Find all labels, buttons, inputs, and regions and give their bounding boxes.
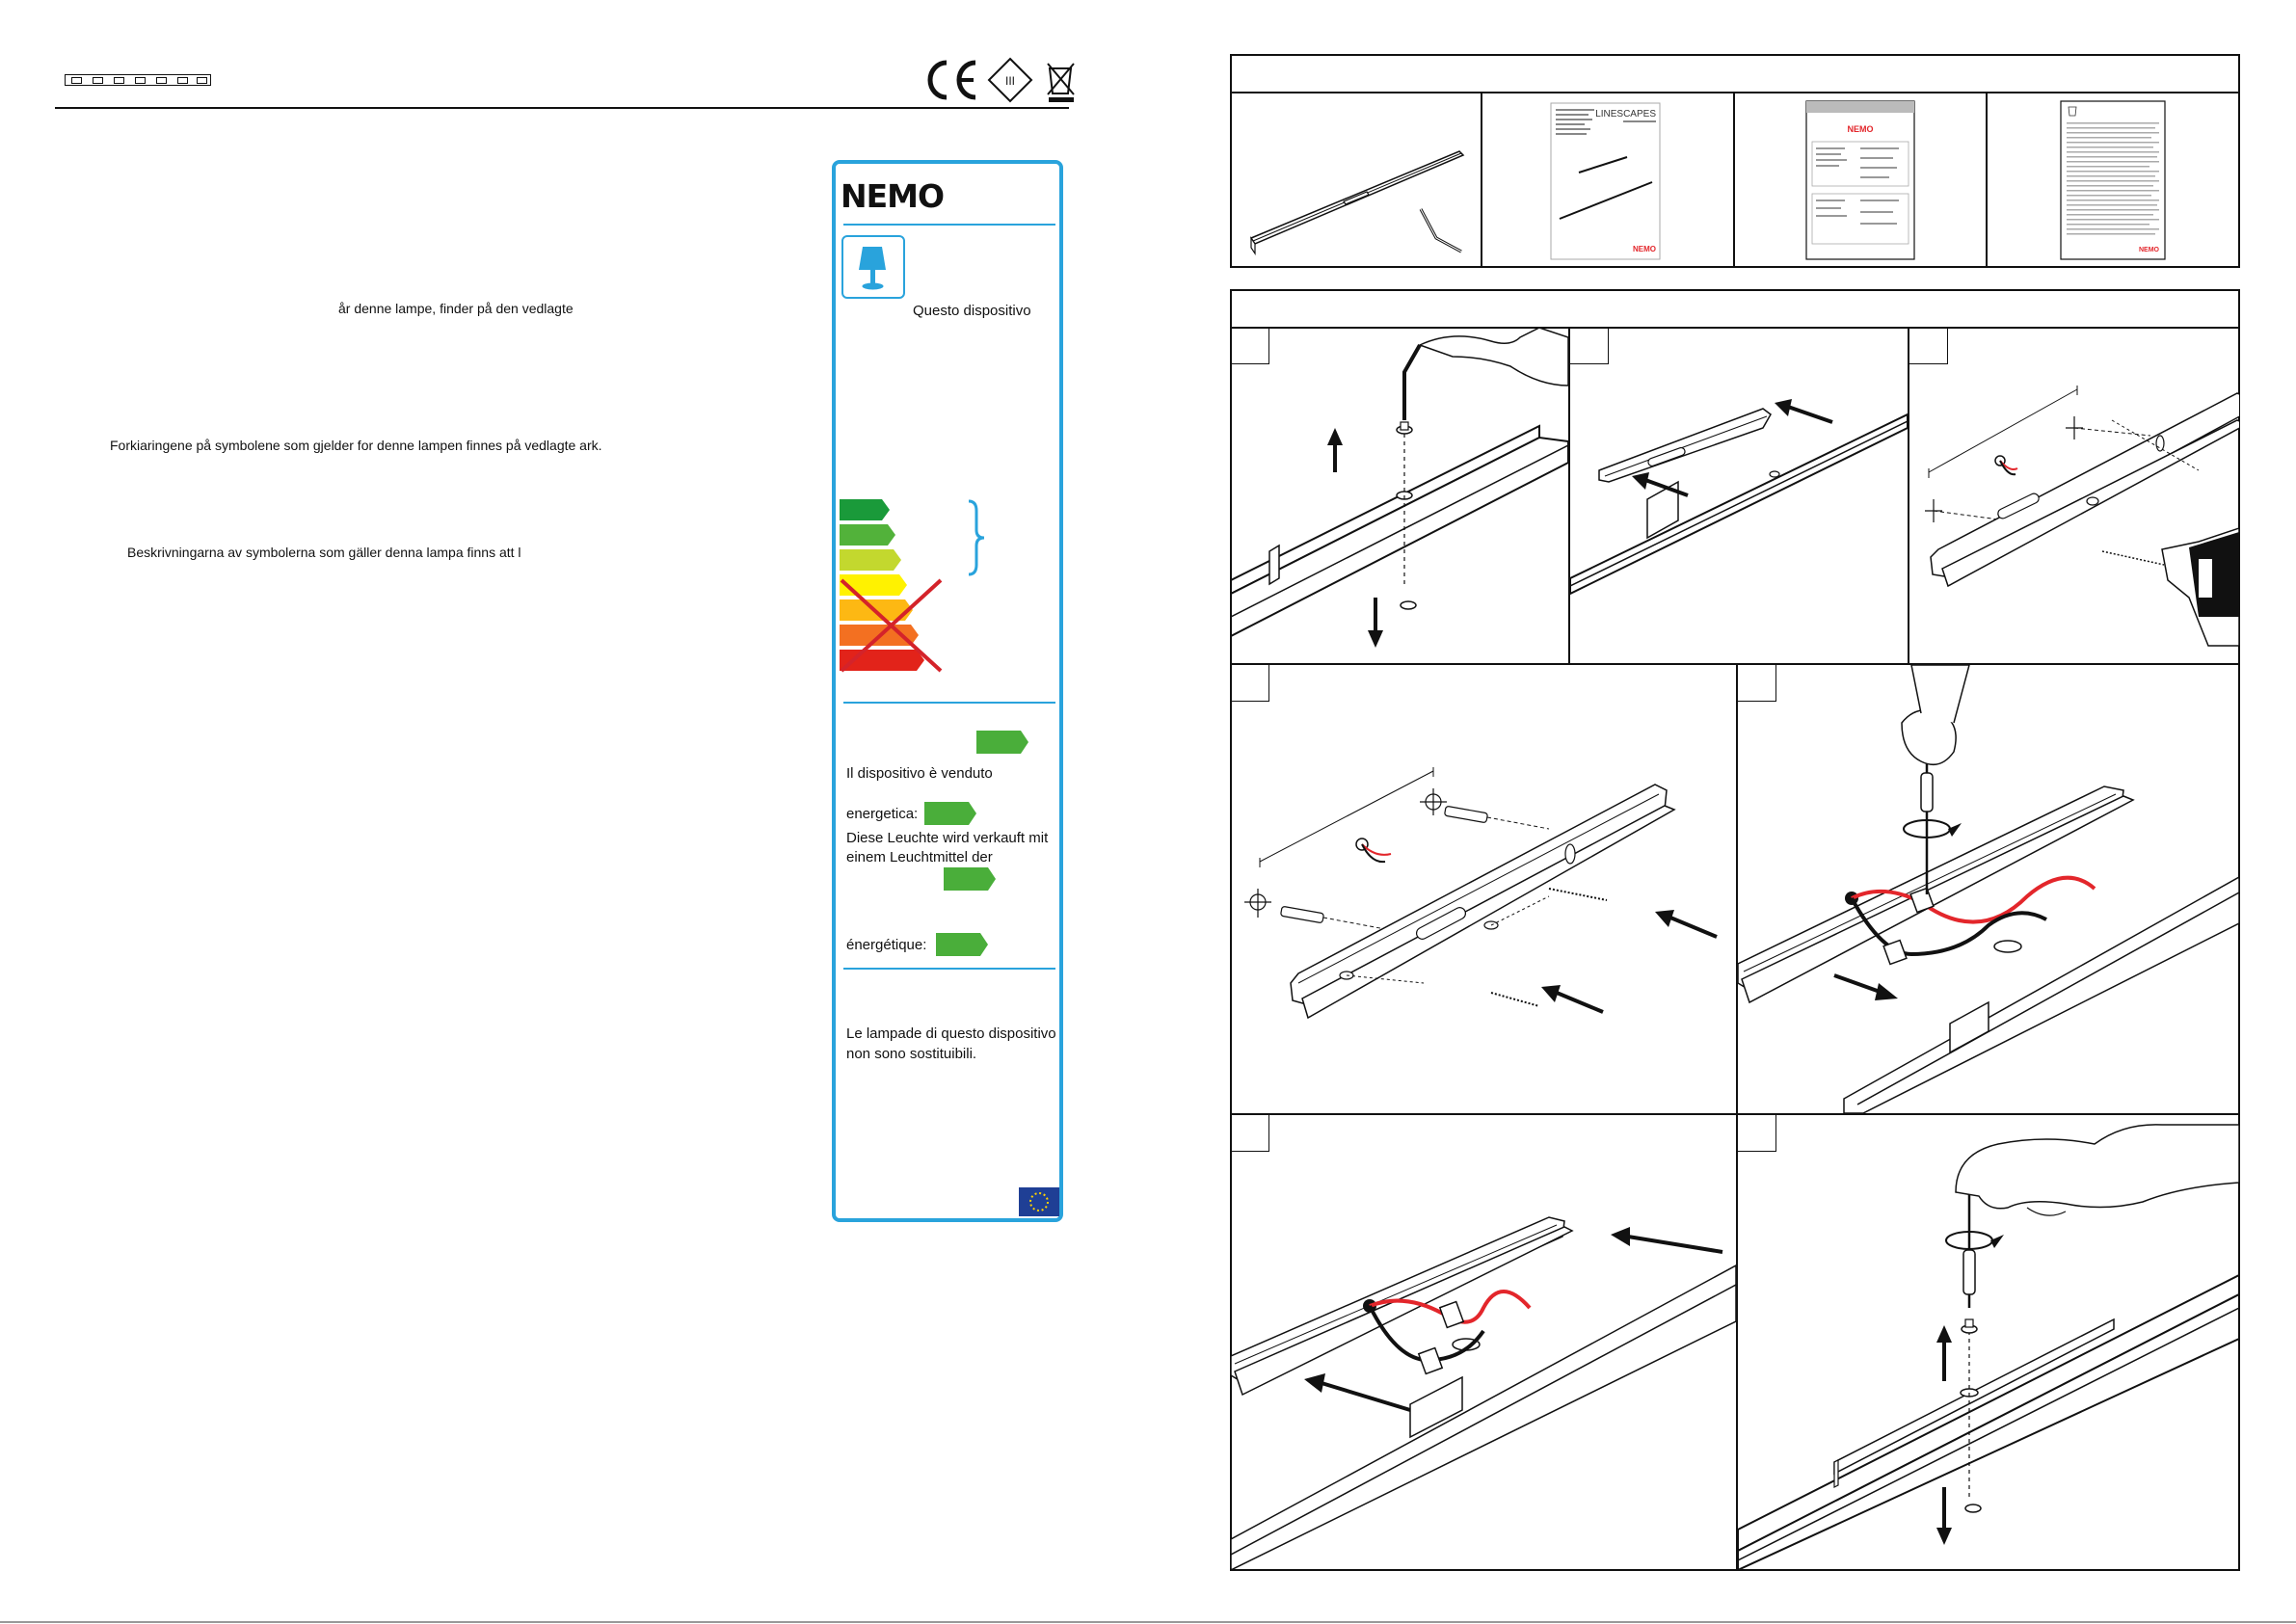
header-rule [55, 107, 1069, 109]
energy-bar-d [840, 574, 907, 596]
step-2-illustration [1570, 328, 1908, 663]
instruction-leaflet-icon [1482, 93, 1733, 266]
label-line-2: Il dispositivo è venduto [846, 765, 993, 782]
energy-label [832, 160, 1063, 1222]
energy-sheet-icon [1735, 93, 1986, 266]
right-page [1148, 0, 2296, 1624]
footer-rule [0, 1621, 2296, 1623]
fixture-profile-icon [1232, 93, 1481, 266]
step-2-panel [1569, 327, 1909, 664]
label-divider [843, 702, 1055, 704]
step-number-box [1231, 1115, 1269, 1152]
step-1-illustration [1231, 328, 1568, 663]
energy-class-indicator [936, 933, 990, 956]
energy-bar-c [840, 549, 901, 571]
label-line-7: Le lampade di questo dispositivo [846, 1025, 1056, 1042]
led-strip-icon [65, 74, 211, 86]
contents-cell-fixture [1232, 93, 1482, 266]
label-line-4: Diese Leuchte wird verkauft mit [846, 830, 1049, 846]
text-norwegian: Forkiaringene på symbolene som gjelder for denne lampen finnes på vedlagte ark. [110, 438, 602, 453]
step-3-illustration [1909, 328, 2239, 663]
class-iii-icon [989, 59, 1031, 101]
step-7-panel [1737, 1114, 2240, 1571]
energy-class-indicator [976, 731, 1030, 754]
label-divider [843, 224, 1055, 226]
step-number-box [1231, 328, 1269, 364]
step-5-illustration [1738, 665, 2239, 1113]
lamp-icon [841, 235, 905, 299]
label-line-6: énergétique: [846, 937, 927, 953]
certification-marks [914, 55, 1078, 105]
energy-bar-a [840, 499, 890, 520]
safety-sheet-icon [1988, 93, 2238, 266]
energy-class-indicator [924, 802, 978, 825]
energy-label-brand: NEMO [841, 177, 945, 215]
step-6-illustration [1231, 1115, 1736, 1570]
energy-class-indicator [944, 867, 998, 891]
safety-sheet-brand: NEMO [2139, 247, 2159, 253]
step-6-panel [1230, 1114, 1737, 1571]
step-3-panel [1909, 327, 2240, 664]
package-contents-table [1230, 54, 2240, 268]
text-swedish: Beskrivningarna av symbolerna som gäller denna lampa finns att l [127, 545, 521, 560]
step-number-box [1909, 328, 1948, 364]
label-divider [843, 968, 1055, 970]
energy-bar-b [840, 524, 895, 546]
svg-text:III: III [1004, 74, 1016, 88]
step-number-box [1738, 1115, 1776, 1152]
text-danish: år denne lampe, finder på den vedlagte [338, 301, 574, 316]
energy-sheet-brand: NEMO [1847, 124, 1874, 134]
leaflet-brand: NEMO [1633, 245, 1656, 253]
step-4-panel [1230, 664, 1737, 1114]
step-5-panel [1737, 664, 2240, 1114]
step-number-box [1570, 328, 1609, 364]
step-4-illustration [1231, 665, 1736, 1113]
step-number-box [1231, 665, 1269, 702]
eu-flag-icon [1019, 1187, 1059, 1216]
brace-icon [967, 499, 986, 576]
contents-cell-instructions [1482, 93, 1735, 266]
label-line-1: Questo dispositivo [913, 303, 1031, 319]
contents-cell-energy-sheet [1735, 93, 1988, 266]
step-number-box [1738, 665, 1776, 702]
step-7-illustration [1738, 1115, 2239, 1570]
step-1-panel [1230, 327, 1569, 664]
energy-scale [840, 499, 974, 673]
contents-cell-safety-sheet [1988, 93, 2238, 266]
label-line-8: non sono sostituibili. [846, 1046, 977, 1062]
label-line-5: einem Leuchtmittel der [846, 849, 993, 865]
ce-mark-icon [930, 63, 975, 97]
weee-bin-icon [1048, 64, 1074, 102]
leaflet-title: LINESCAPES [1595, 109, 1656, 120]
label-line-3: energetica: [846, 806, 919, 822]
